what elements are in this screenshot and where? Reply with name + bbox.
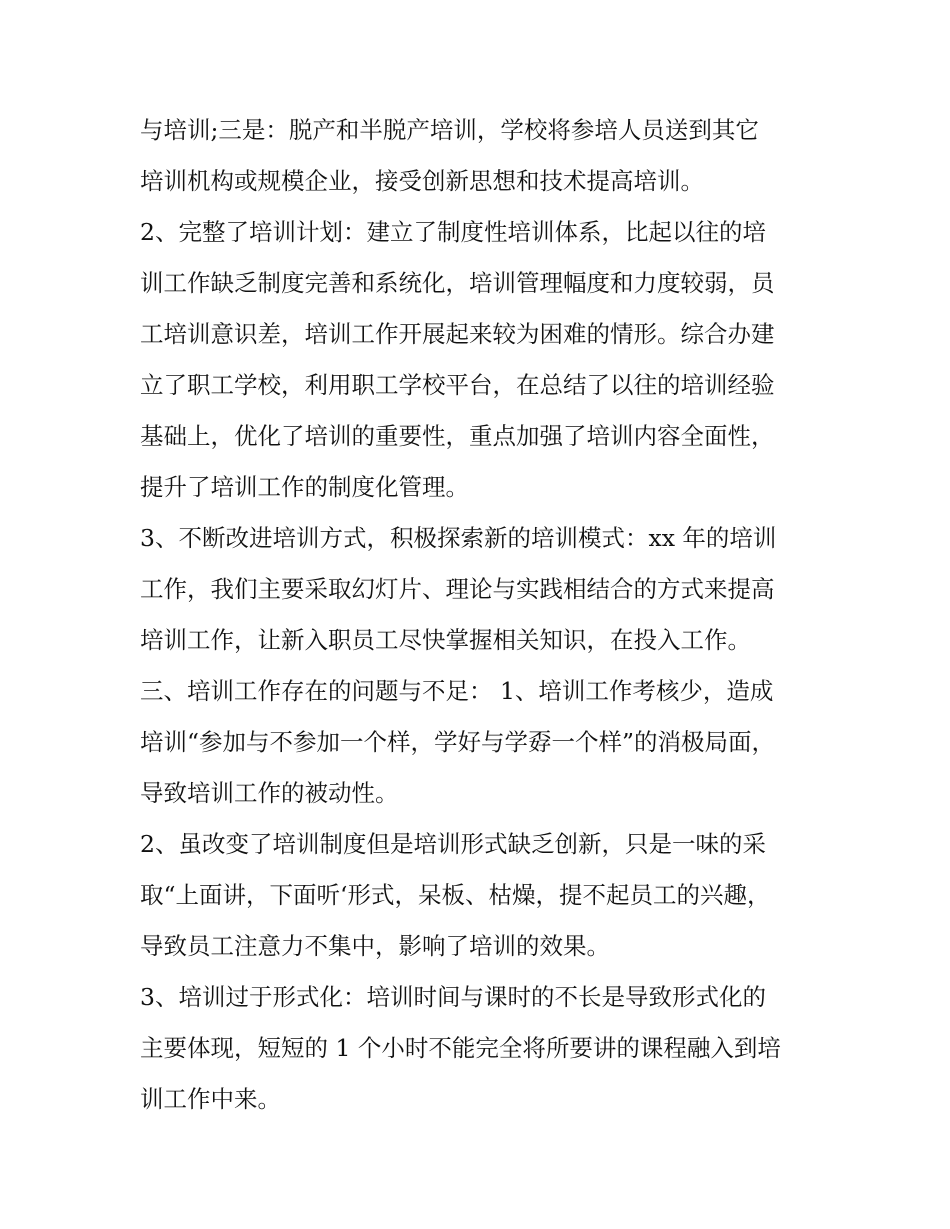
- text-line-18: 3、培训过于形式化：培训时间与课时的不长是导致形式化的: [140, 983, 766, 1011]
- text-line-3: 2、完整了培训计划：建立了制度性培训体系，比起以往的培: [140, 218, 766, 246]
- text-line-16: 取“上面讲，下面听‘形式，呆板、枯燥，提不起员工的兴趣，: [140, 881, 771, 909]
- text-line-5: 工培训意识差，培训工作开展起来较为困难的情形。综合办建: [140, 320, 775, 348]
- text-line-17: 导致员工注意力不集中，影响了培训的效果。: [140, 932, 610, 960]
- text-line-13: 培训“参加与不参加一个样，学好与学孬一个样”的消极局面，: [140, 728, 776, 756]
- text-line-9: 3、不断改进培训方式，积极探索新的培训模式：xx 年的培训: [140, 524, 777, 552]
- text-line-2: 培训机构或规模企业，接受创新思想和技术提高培训。: [140, 167, 704, 195]
- text-line-6: 立了职工学校，利用职工学校平台，在总结了以往的培训经验: [140, 371, 775, 399]
- text-line-19: 主要体现，短短的 1 个小时不能完全将所要讲的课程融入到培: [140, 1034, 781, 1062]
- text-line-7: 基础上，优化了培训的重要性，重点加强了培训内容全面性，: [140, 422, 775, 450]
- text-line-15: 2、虽改变了培训制度但是培训形式缺乏创新，只是一味的采: [140, 830, 766, 858]
- text-line-10: 工作，我们主要采取幻灯片、理论与实践相结合的方式来提高: [140, 575, 775, 603]
- text-line-8: 提升了培训工作的制度化管理。: [140, 473, 469, 501]
- text-line-20: 训工作中来。: [140, 1085, 281, 1113]
- text-line-1: 与培训;三是：脱产和半脱产培训，学校将参培人员送到其它: [140, 116, 759, 144]
- text-line-14: 导致培训工作的被动性。: [140, 779, 399, 807]
- text-line-4: 训工作缺乏制度完善和系统化，培训管理幅度和力度较弱，员: [140, 269, 775, 297]
- body-text: [140, 105, 820, 1125]
- text-line-11: 培训工作，让新入职员工尽快掌握相关知识，在投入工作。: [140, 626, 751, 654]
- text-line-12: 三、培训工作存在的问题与不足： 1、培训工作考核少，造成: [140, 677, 774, 705]
